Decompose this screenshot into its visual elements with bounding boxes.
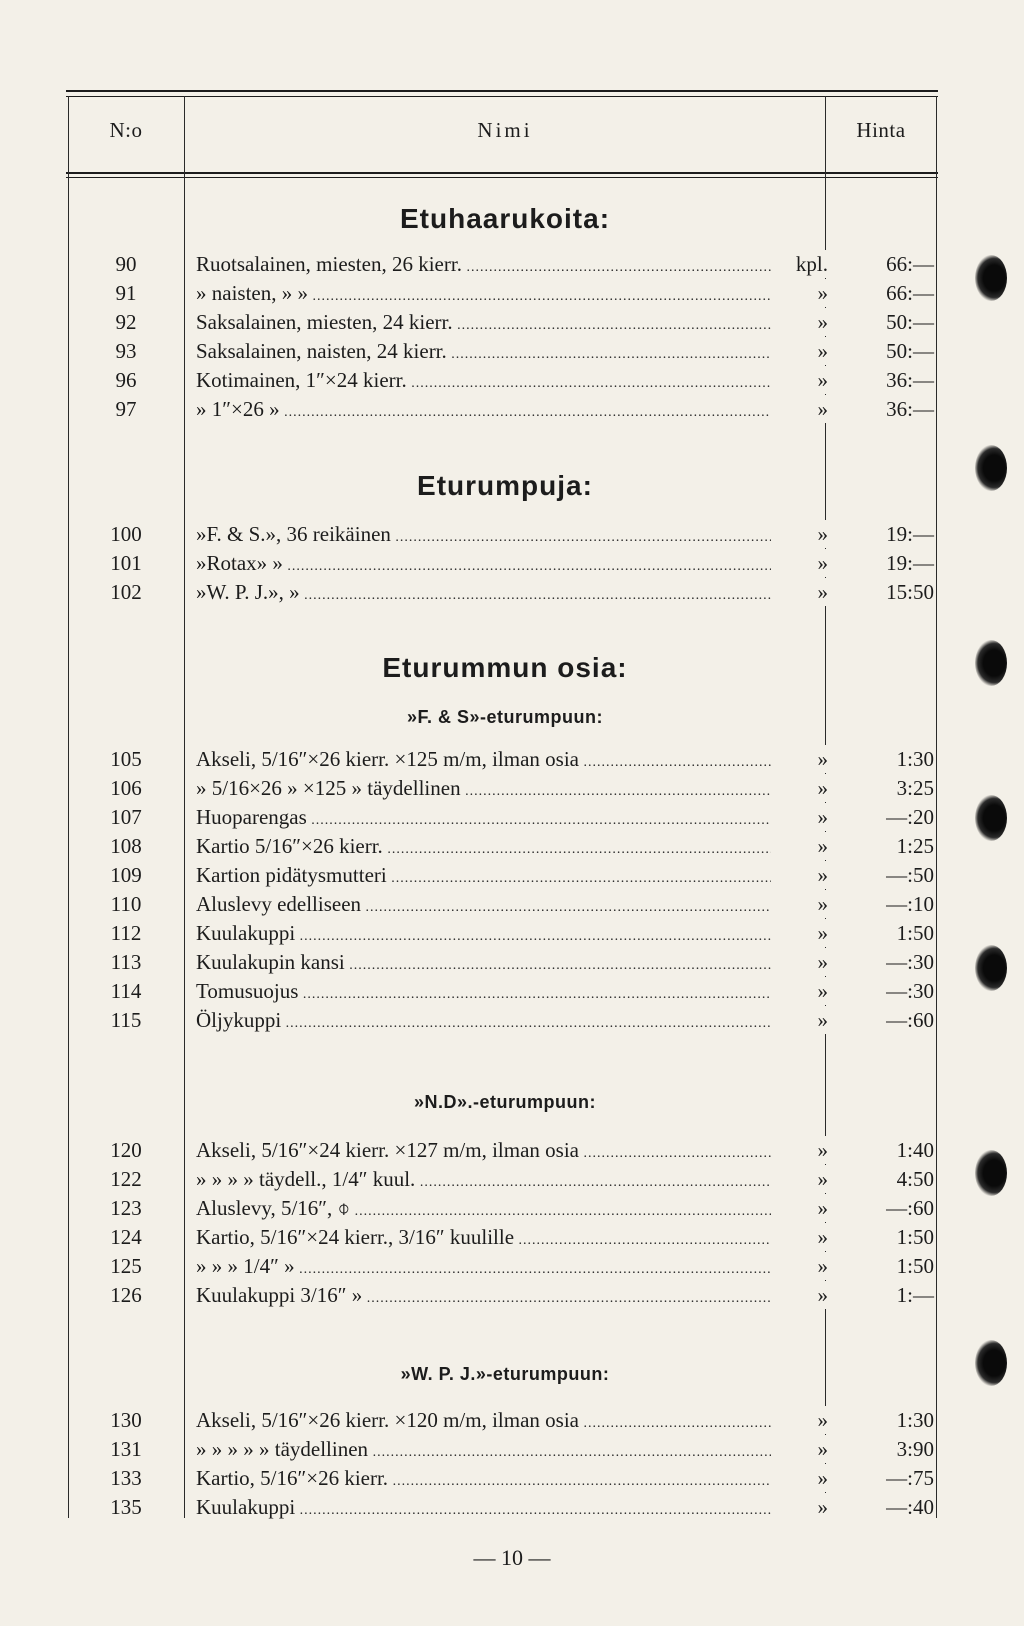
item-name: Kuulakuppi ..... (196, 919, 771, 951)
item-name: Kartio, 5/16″×26 kierr. ..... (196, 1464, 771, 1496)
item-number: 109 (110, 863, 142, 887)
item-number: 96 (115, 368, 137, 392)
header-rule (66, 172, 938, 174)
item-name: Akseli, 5/16″×24 kierr. ×127 m/m, ilman osia ..... (196, 1136, 771, 1168)
item-price: 1:50 (896, 921, 934, 945)
item-number: 102 (110, 580, 142, 604)
item-name: » naisten, » » ..... (196, 279, 771, 311)
table-row (0, 1006, 1024, 1034)
item-name: Ruotsalainen, miesten, 26 kierr. ..... (196, 250, 771, 282)
table-row (0, 395, 1024, 423)
item-unit: » (774, 977, 828, 1005)
item-price: 36:— (886, 397, 934, 421)
item-unit: » (774, 1165, 828, 1193)
item-name: »F. & S.», 36 reikäinen ..... (196, 520, 771, 552)
item-unit: » (774, 1281, 828, 1309)
top-rule-inner (66, 96, 938, 97)
item-number: 124 (110, 1225, 142, 1249)
item-name: Kuulakuppi 3/16″ » ..... (196, 1281, 771, 1313)
section-title: Eturumpuja: (417, 470, 593, 501)
item-number: 91 (115, 281, 137, 305)
item-price: —:30 (886, 950, 934, 974)
punch-hole (975, 255, 1007, 301)
table-row (0, 919, 1024, 947)
punch-hole (975, 795, 1007, 841)
item-price: 1:50 (896, 1225, 934, 1249)
item-unit: » (774, 832, 828, 860)
punch-hole (975, 945, 1007, 991)
item-price: 36:— (886, 368, 934, 392)
item-unit: » (774, 366, 828, 394)
item-unit: » (774, 1006, 828, 1034)
item-name: Kotimainen, 1″×24 kierr. ..... (196, 366, 771, 398)
item-unit: » (774, 578, 828, 606)
table-row (0, 861, 1024, 889)
table-row (0, 745, 1024, 773)
item-number: 108 (110, 834, 142, 858)
item-name: »W. P. J.», » ..... (196, 578, 771, 610)
item-number: 105 (110, 747, 142, 771)
item-unit: » (774, 919, 828, 947)
item-unit: » (774, 745, 828, 773)
item-price: 1:25 (896, 834, 934, 858)
item-number: 115 (110, 1008, 142, 1032)
table-row (0, 1493, 1024, 1521)
section-title: Etuhaarukoita: (399, 203, 611, 234)
item-price: 19:— (886, 551, 934, 575)
table-row (0, 578, 1024, 606)
item-number: 131 (110, 1437, 142, 1461)
table-row (0, 948, 1024, 976)
section-subtitle: »N.D».-eturumpuun: (414, 1092, 596, 1112)
item-name: Tomusuojus ..... (196, 977, 771, 1009)
table-row (0, 250, 1024, 278)
section-subtitle: »W. P. J.»-eturumpuun: (400, 1364, 610, 1384)
page-number: — 10 — (473, 1545, 551, 1570)
item-price: —:10 (886, 892, 934, 916)
item-unit: » (774, 279, 828, 307)
item-name: Kartion pidätysmutteri ..... (196, 861, 771, 893)
table-row (0, 774, 1024, 802)
item-price: —:20 (886, 805, 934, 829)
item-unit: » (774, 1194, 828, 1222)
item-unit: kpl. (774, 250, 828, 278)
item-name: Akseli, 5/16″×26 kierr. ×120 m/m, ilman osia ..... (196, 1406, 771, 1438)
item-number: 133 (110, 1466, 142, 1490)
header-rule-inner (66, 177, 938, 178)
item-number: 100 (110, 522, 142, 546)
section-title: Eturummun osia: (382, 652, 628, 683)
header-price: Hinta (856, 118, 906, 142)
item-unit: » (774, 337, 828, 365)
header-name: Nimi (477, 118, 533, 142)
table-row (0, 832, 1024, 860)
item-price: —:30 (886, 979, 934, 1003)
punch-hole (975, 445, 1007, 491)
item-name: Aluslevy, 5/16″, ⌽ ..... (196, 1194, 771, 1226)
item-number: 92 (115, 310, 137, 334)
punch-hole (975, 1340, 1007, 1386)
item-price: 50:— (886, 339, 934, 363)
item-price: —:60 (886, 1008, 934, 1032)
item-number: 120 (110, 1138, 142, 1162)
item-price: 50:— (886, 310, 934, 334)
item-unit: » (774, 1435, 828, 1463)
item-price: 4:50 (896, 1167, 934, 1191)
item-number: 93 (115, 339, 137, 363)
item-name: Aluslevy edelliseen ..... (196, 890, 771, 922)
table-row (0, 1194, 1024, 1222)
item-number: 122 (110, 1167, 142, 1191)
item-number: 135 (110, 1495, 142, 1519)
item-number: 97 (115, 397, 137, 421)
table-row (0, 1136, 1024, 1164)
item-price: 66:— (886, 281, 934, 305)
item-price: —:75 (886, 1466, 934, 1490)
item-price: 3:25 (896, 776, 934, 800)
item-price: 1:50 (896, 1254, 934, 1278)
table-row (0, 803, 1024, 831)
item-name: » 1″×26 » ..... (196, 395, 771, 427)
table-row (0, 1223, 1024, 1251)
item-name: Huoparengas ..... (196, 803, 771, 835)
item-price: 1:30 (896, 747, 934, 771)
table-row (0, 366, 1024, 394)
item-number: 90 (115, 252, 137, 276)
item-number: 112 (110, 921, 142, 945)
table-row (0, 1435, 1024, 1463)
item-number: 113 (110, 950, 142, 974)
item-price: 3:90 (896, 1437, 934, 1461)
table-row (0, 520, 1024, 548)
punch-hole (975, 640, 1007, 686)
item-name: Kartio 5/16″×26 kierr. ..... (196, 832, 771, 864)
section-subtitle: »F. & S»-eturumpuun: (406, 707, 603, 727)
item-unit: » (774, 774, 828, 802)
item-name: Saksalainen, miesten, 24 kierr. ..... (196, 308, 771, 340)
item-price: 19:— (886, 522, 934, 546)
item-name: » » » 1/4″ » ..... (196, 1252, 771, 1284)
item-price: 15:50 (886, 580, 934, 604)
item-price: 1:40 (896, 1138, 934, 1162)
table-row (0, 308, 1024, 336)
item-name: Kartio, 5/16″×24 kierr., 3/16″ kuulille ..... (196, 1223, 771, 1255)
item-unit: » (774, 1464, 828, 1492)
item-number: 130 (110, 1408, 142, 1432)
table-row (0, 549, 1024, 577)
item-unit: » (774, 1406, 828, 1434)
item-unit: » (774, 549, 828, 577)
item-unit: » (774, 890, 828, 918)
table-row (0, 279, 1024, 307)
item-name: Akseli, 5/16″×26 kierr. ×125 m/m, ilman osia ..... (196, 745, 771, 777)
item-name: Kuulakuppi ..... (196, 1493, 771, 1525)
item-name: » » » » täydell., 1/4″ kuul. ..... (196, 1165, 771, 1197)
item-name: » » » » » täydellinen ..... (196, 1435, 771, 1467)
item-number: 101 (110, 551, 142, 575)
item-price: 66:— (886, 252, 934, 276)
item-name: Öljykuppi ..... (196, 1006, 771, 1038)
item-price: —:50 (886, 863, 934, 887)
item-number: 123 (110, 1196, 142, 1220)
item-price: —:40 (886, 1495, 934, 1519)
item-unit: » (774, 520, 828, 548)
item-number: 110 (110, 892, 142, 916)
item-unit: » (774, 1252, 828, 1280)
item-price: —:60 (886, 1196, 934, 1220)
top-rule (66, 90, 938, 92)
table-row (0, 1281, 1024, 1309)
item-price: 1:— (896, 1283, 934, 1307)
item-unit: » (774, 1493, 828, 1521)
item-unit: » (774, 308, 828, 336)
table-row (0, 1464, 1024, 1492)
item-unit: » (774, 1223, 828, 1251)
item-unit: » (774, 1136, 828, 1164)
item-name: » 5/16×26 » ×125 » täydellinen ..... (196, 774, 771, 806)
item-name: »Rotax» » ..... (196, 549, 771, 581)
item-number: 126 (110, 1283, 142, 1307)
item-unit: » (774, 395, 828, 423)
table-row (0, 1252, 1024, 1280)
table-row (0, 1406, 1024, 1434)
item-unit: » (774, 861, 828, 889)
header-number: N:o (109, 118, 143, 142)
item-unit: » (774, 948, 828, 976)
table-row (0, 1165, 1024, 1193)
punch-hole (975, 1150, 1007, 1196)
item-name: Kuulakupin kansi ..... (196, 948, 771, 980)
item-number: 106 (110, 776, 142, 800)
item-number: 125 (110, 1254, 142, 1278)
item-number: 114 (110, 979, 142, 1003)
table-row (0, 890, 1024, 918)
table-row (0, 337, 1024, 365)
table-row (0, 977, 1024, 1005)
item-name: Saksalainen, naisten, 24 kierr. ..... (196, 337, 771, 369)
item-unit: » (774, 803, 828, 831)
item-price: 1:30 (896, 1408, 934, 1432)
item-number: 107 (110, 805, 142, 829)
